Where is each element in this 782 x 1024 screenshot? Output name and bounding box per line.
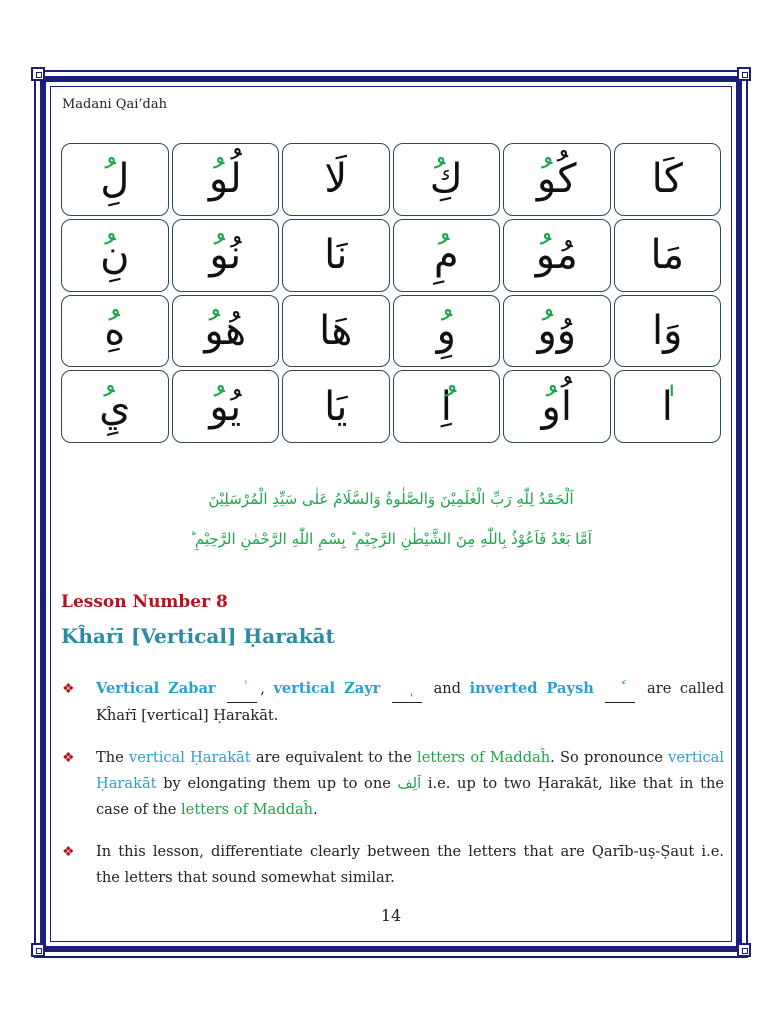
letter-cell (503, 143, 611, 216)
letter-text: وَا (652, 307, 683, 354)
letter-cell (393, 295, 501, 368)
letter-text: كَا (651, 156, 683, 203)
letter-cell (61, 219, 169, 292)
term-vertical-zabar: Vertical Zabar (96, 680, 216, 697)
arabic-word: اَلِف (397, 775, 422, 792)
letter-text: اِ (440, 383, 452, 430)
letter-text: هَا (319, 307, 353, 354)
bullet-diamond-icon: ❖ (62, 750, 75, 766)
letter-text: نِ (100, 232, 130, 279)
letter-cell (61, 370, 169, 443)
term-inverted-paysh: inverted Paysh (469, 680, 594, 697)
letter-cell (614, 370, 722, 443)
letter-text: لَا (324, 156, 348, 203)
frame-corner-ornament (31, 67, 45, 81)
text: The (96, 749, 124, 766)
dua-line-2: اَمَّا بَعْدُ فَاَعُوْذُ بِاللّٰهِ مِنَ الشَّيْطٰنِ الرَّجِيْمِ ؕ بِسْمِ اللّٰهِ الرَّحْمٰنِ الرَّحِيْمِ ؕ (190, 530, 592, 548)
letter-cell (614, 295, 722, 368)
letter-cell (282, 219, 390, 292)
letter-text: كُو (536, 156, 577, 203)
letter-text: لِ (100, 156, 130, 203)
comma: , (260, 680, 265, 697)
letter-cell (61, 143, 169, 216)
letter-text: نَا (324, 232, 348, 279)
frame-corner-ornament (737, 943, 751, 957)
letter-cell (61, 295, 169, 368)
sample-mark (392, 676, 422, 703)
letter-cell (172, 295, 280, 368)
letter-text: هُو (204, 307, 247, 354)
text: are equivalent to the (255, 749, 412, 766)
highlight-term: letters of Maddaĥ (181, 801, 314, 818)
letter-text: اُو (541, 383, 572, 430)
letter-text: لُو (208, 156, 242, 203)
letter-cell (282, 295, 390, 368)
highlight-term: vertical Ḥarakāt (96, 749, 725, 792)
lesson-title: Lesson Number 8 (61, 592, 228, 612)
letter-text: وُو (537, 307, 577, 354)
bullet-item (60, 839, 724, 891)
letter-text: ا (661, 383, 673, 430)
page-number: 14 (380, 906, 402, 925)
letter-text: يِ (99, 383, 131, 430)
text: . (313, 801, 318, 818)
letter-cell (393, 370, 501, 443)
text: . So pronounce (550, 749, 663, 766)
letter-text: يُو (209, 383, 242, 430)
letter-text: مِ (433, 232, 459, 279)
text: and (433, 680, 462, 697)
letter-text: هِ (104, 307, 126, 354)
letter-cell (393, 219, 501, 292)
letter-text: مَا (650, 232, 685, 279)
lesson-subtitle: Kĥaṙī [Vertical] Ḥarakāt (61, 624, 335, 648)
highlight-term: letters of Maddaĥ (417, 749, 551, 766)
letter-cell (393, 143, 501, 216)
letter-cell (503, 295, 611, 368)
letter-text: يَا (324, 383, 348, 430)
frame-corner-ornament (737, 67, 751, 81)
letter-text: وِ (436, 307, 456, 354)
letter-cell (282, 370, 390, 443)
text: are called Kĥaṙī [vertical] Ḥarakāt. (96, 680, 725, 724)
letters-grid (61, 143, 721, 443)
bullet-diamond-icon: ❖ (62, 844, 75, 860)
dua-line-1: اَلْحَمْدُ لِلّٰهِ رَبِّ الْعٰلَمِيْنَ وَالصَّلٰوةُ وَالسَّلَامُ عَلٰى سَيِّدِ الْمُرْسَلِيْنَ (208, 490, 574, 508)
letter-cell (614, 219, 722, 292)
text: In this lesson, differentiate clearly between the letters that are Qarīb-uṣ-Ṣaut i.e. the letters that sound somewhat similar. (96, 843, 724, 886)
text: by elongating them up to one (163, 775, 391, 792)
bullet-diamond-icon: ❖ (62, 681, 75, 697)
letter-text: مُو (535, 232, 578, 279)
text: i.e. up to two Ḥarakāt, like that in the case of the (96, 775, 725, 818)
book-header: Madani Qai’dah (62, 97, 167, 112)
sample-mark (227, 676, 257, 703)
bullet-item (60, 745, 724, 823)
letter-text: نُو (209, 232, 242, 279)
letter-cell (172, 143, 280, 216)
letter-cell (503, 219, 611, 292)
letter-text: كِ (429, 156, 463, 203)
letter-cell (172, 370, 280, 443)
letter-cell (172, 219, 280, 292)
term-vertical-zayr: vertical Zayr (273, 680, 381, 697)
letter-cell (614, 143, 722, 216)
highlight-term: vertical Ḥarakāt (128, 749, 251, 766)
letter-cell (503, 370, 611, 443)
bullet-item (60, 676, 724, 729)
sample-mark (605, 676, 635, 703)
frame-corner-ornament (31, 943, 45, 957)
bullet-list (60, 676, 724, 907)
letter-cell (282, 143, 390, 216)
